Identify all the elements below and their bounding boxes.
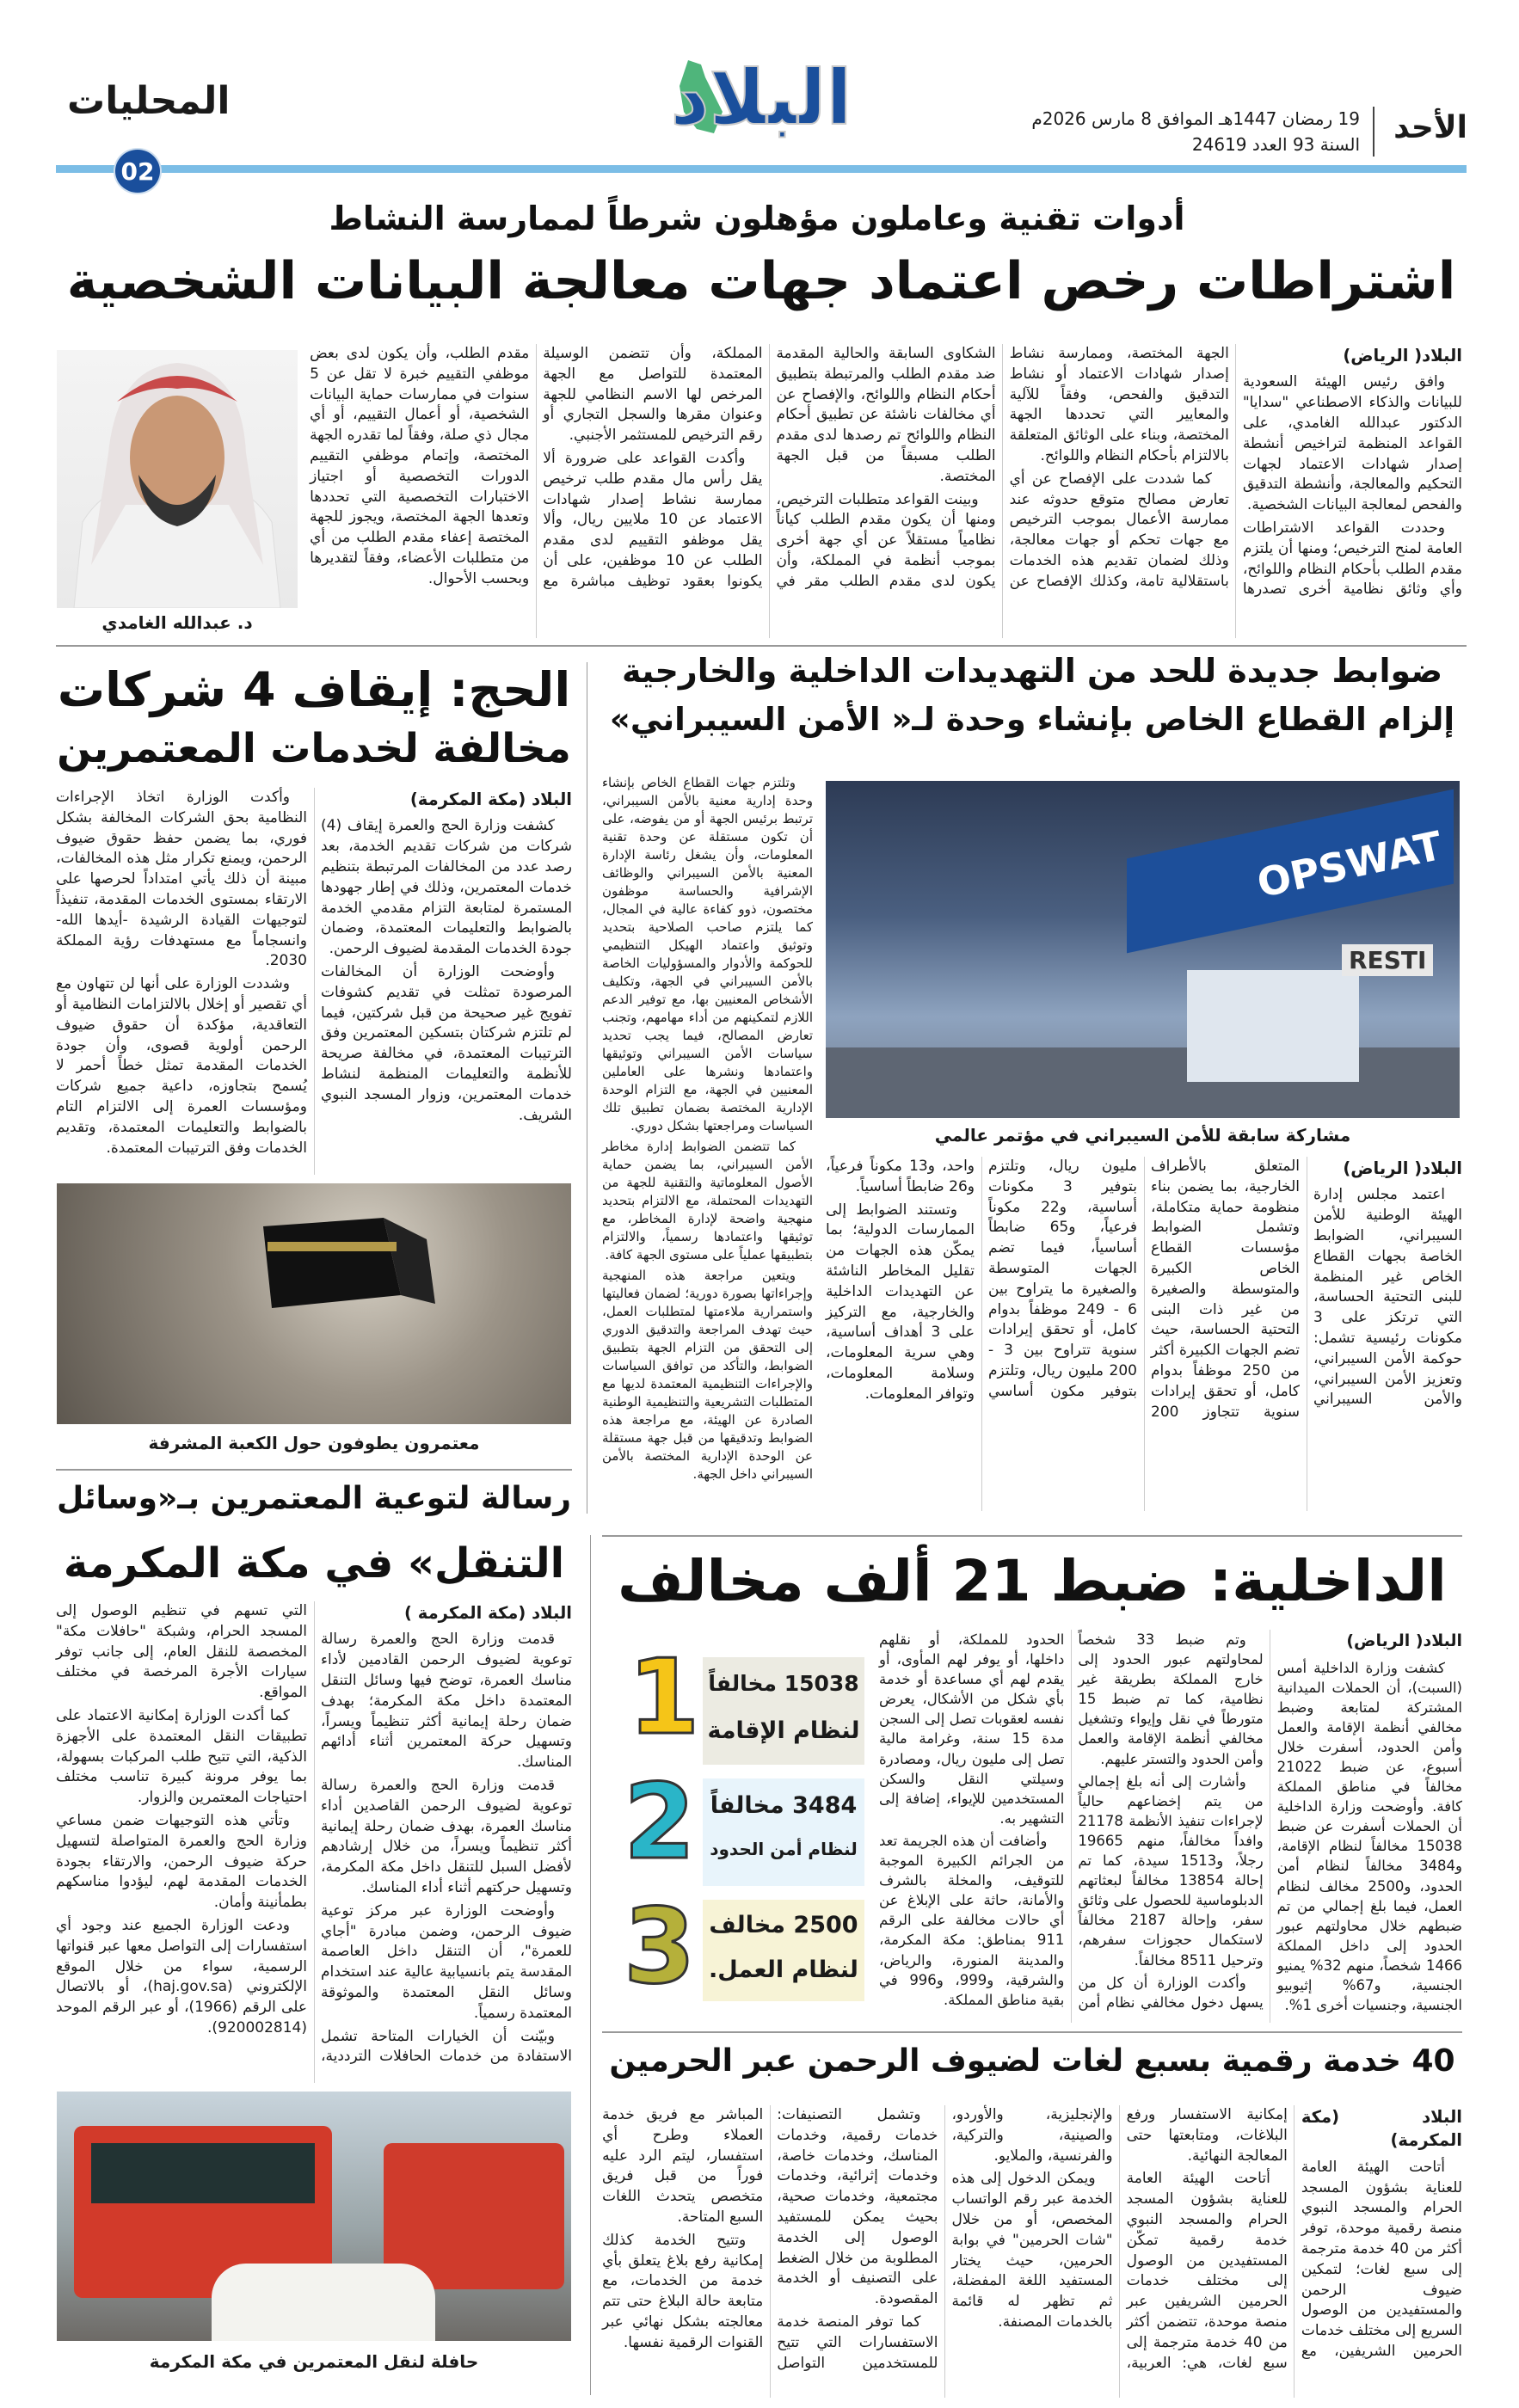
page-number-badge [114, 148, 162, 194]
digital-body [602, 2105, 1462, 2398]
stat-rank: 2 [624, 1763, 696, 1883]
divider [590, 1535, 591, 2395]
paragraph: اعتمد مجلس إدارة الهيئة الوطنية للأمن السيبراني، الضوابط الخاصة بجهات القطاع الخاص غير المنظمة للبنى التحتية الحساسة، التي ترتكز على 3 مكونات رئيسية تشمل: حوكمة الأمن السيبراني، وتعزيز الأمن السيبراني، والأمن السيبراني المتعلق بالأطراف الخارجية، بما يضمن بناء منظومة حماية متكاملة، وتشمل الضوابط مؤسسات القطاع الخاص الكبيرة والمتوسطة والصغيرة من غير ذات البنى التحتية الحساسة، حيث تضم الجهات الكبيرة أكثر من 250 موظفاً بدوام كامل، أو تحقق إيرادات سنوية تتجاوز 200 مليون ريال، وتلتزم بتوفير 3 مكونات أساسية، و22 مكوناً فرعياً، و65 ضابطاً أساسياً، فيما تضم الجهات المتوسطة والصغيرة ما يتراوح بين 6 - 249 موظفاً بدوام كامل، أو تحقق إيرادات سنوية تتراوح بين 3 - 200 مليون ريال، وتلتزم بتوفير مكون أساسي واحد، و13 مكوناً فرعياً، و26 ضابطاً أساسياً. [826, 1158, 1462, 1421]
paragraph: وشددت الوزارة على أنها لن تتهاون مع أي تقصير أو إخلال بالالتزامات النظامية أو التعاقدية، مؤكدة أن حقوق ضيوف الرحمن أولوية قصوى، وأن جودة الخدمات المقدمة تمثل خطاً أحمر لا يُسمح بتجاوزه، داعية جميع شركات ومؤسسات العمرة إلى الالتزام التام بالضوابط والتعليمات المعتمدة، وتقديم الخدمات وفق الترتيبات المعتمدة. [56, 975, 307, 1157]
transport-body [56, 1601, 572, 2083]
cyber-headline: إلزام القطاع الخاص بإنشاء وحدة لـ« الأمن السيبراني» [609, 701, 1455, 738]
newspaper-logo [654, 53, 869, 163]
stat-value: 3484 مخالفاً [710, 1792, 858, 1819]
conference-caption: مشاركة سابقة للأمن السيبراني في مؤتمر عالمي [934, 1125, 1351, 1146]
interior-dateline: البلاد( الرياض) [1346, 1631, 1462, 1650]
digital-dateline: البلاد (مكة المكرمة) [1301, 2107, 1462, 2151]
paragraph: كشفت وزارة الحج والعمرة إيقاف (4) شركات من شركات تقديم الخدمة، بعد رصد عدد من المخالفات المرتبطة بتنظيم خدمات المعتمرين، وذلك في إطار جهودها المستمرة لمتابعة التزام مقدمي الخدمة بالضوابط والتعليمات المعتمدة، وضمان جودة الخدمات المقدمة لضيوف الرحمن. [321, 817, 572, 958]
booth-stand [1187, 970, 1359, 1082]
paragraph: وتشمل التصنيفات: خدمات رقمية، وخدمات المناسك، وخدمات خاصة، وخدمات إثرائية، وخدمات مجتمعية، وخدمات صحية، بحيث يمكن للمستفيد الوصول إلى الخدمة المطلوبة من خلال الضغط على التصنيف أو الخدمة المقصودة. [777, 2106, 938, 2308]
transport-headline-line1: رسالة لتوعية المعتمرين بـ«وسائل [57, 1481, 571, 1516]
paragraph: كما توفر المنصة خدمة الاستفسارات التي تتيح للمستخدمين التواصل المباشر مع فريق خدمة العملاء وطرح أي استفسار، ليتم الرد عليه فوراً من قبل فريق متخصص يتحدث اللغات السبع المتاحة. [602, 2106, 938, 2372]
stat-rank: 3 [624, 1888, 696, 2007]
digital-headline: 40 خدمة رقمية بسبع لغات لضيوف الرحمن عبر الحرمين [609, 2043, 1455, 2079]
paragraph: قدمت وزارة الحج والعمرة رسالة توعوية لضيوف الرحمن القاصدين أداء مناسك العمرة، بهدف ضمان رحلة إيمانية أكثر تنظيماً ويسراً، من خلال إرشادهم لأفضل السبل للتنقل داخل مكة المكرمة، وتسهيل حركتهم أثناء أداء المناسك. [321, 1776, 572, 1896]
paragraph: وتتيح الخدمة كذلك إمكانية رفع بلاغ يتعلق بأي خدمة من الخدمات، مع متابعة حالة البلاغ حتى تتم معالجته بشكل نهائي عبر القنوات الرقمية نفسها. [602, 2231, 764, 2351]
page-number: 02 [120, 157, 155, 186]
date-line: 19 رمضان 1447هـ الموافق 8 مارس 2026م [1031, 108, 1360, 129]
divider [56, 1469, 572, 1471]
paragraph: وأضافت أن هذه الجريمة تعد من الجرائم الكبيرة الموجبة للتوقيف، والمخلة بالشرف والأمانة، حاثة على الإبلاغ عن أي حالات مخالفة على الرقم 911 بمناطق: مكة المكرمة، والمدينة المنورة، والرياض، والشرقية، و999، و996 في بقية مناطق المملكة. [879, 1832, 1065, 2008]
paragraph: وتستند الضوابط إلى الممارسات الدولية؛ بما يمكّن هذه الجهات من تقليل المخاطر الناشئة عن التهديدات الداخلية والخارجية، مع التركيز على 3 أهداف أساسية، وهي سرية المعلومات، وسلامة المعلومات، وتوافر المعلومات. [826, 1201, 975, 1403]
paragraph: وأشارت إلى أنه بلغ إجمالي من يتم إخضاعهم حالياً لإجراءات تنفيذ الأنظمة 21178 وافداً مخالفاً، منهم 19665 رجلاً، و1513 سيدة، كما تم إحالة 13854 مخالفاً لبعثاتهم الدبلوماسية للحصول على وثائق سفر، وإحالة 2187 مخالفاً لاستكمال حجوزات سفرهم، وترحيل 8511 مخالفاً. [1078, 1772, 1264, 1969]
stat-label: لنظام العمل. [709, 1956, 858, 1983]
article-body [310, 344, 1462, 638]
interior-headline: الداخلية: ضبط 21 ألف مخالف [618, 1548, 1447, 1614]
paragraph: وبينت القواعد متطلبات الترخيص، ومنها أن يكون مقدم الطلب كياناً نظامياً مستقلاً عن أي جهة أخرى بموجب أنظمة في المملكة، وأن يكون لدى مقدم الطلب مقر في المملكة، وأن تتضمن الوسيلة المعتمدة للتواصل مع الجهة المرخص لها الاسم النظامي للجهة وعنوان مقرها والسجل التجاري أو رقم الترخيص للمستثمر الأجنبي. [543, 345, 996, 590]
booth-sign-rest: RESTI [1342, 944, 1433, 976]
paragraph: وأكدت القواعد على ضرورة ألا يقل رأس مال مقدم طلب ترخيص ممارسة نشاط إصدار شهادات الاعتماد عن 10 ملايين ريال، وألا يقل موظفو التقييم لدى مقدم الطلب عن 10 موظفين، على أن يكونوا بعقود توظيف مباشرة مع مقدم الطلب، وأن يكون لدى بعض موظفي التقييم خبرة لا تقل عن 5 سنوات في ممارسات حماية البيانات الشخصية، أو أعمال التقييم، أو أي مجال ذي صلة، وفقاً لما تقدره الجهة المختصة، وإتمام موظفي التقييم الدورات التخصصية أو اجتياز الاختبارات التخصصية التي تحددها وتعدها الجهة المختصة، ويجوز للجهة المختصة إعفاء مقدم الطلب من أي من متطلبات الأعضاء، وفقاً لتقديرها وبحسب الأحوال. [310, 345, 763, 590]
divider [56, 645, 1467, 647]
paragraph: وتم ضبط 33 شخصاً لمحاولتهم عبور الحدود إلى خارج المملكة بطريقة غير نظامية، كما تم ضبط 15 متورطاً في نقل وإيواء وتشغيل مخالفي أنظمة الإقامة والعمل وأمن الحدود والتستر عليهم. [1078, 1631, 1264, 1767]
bus-caption: حافلة لنقل المعتمرين في مكة المكرمة [149, 2351, 479, 2372]
masthead [0, 0, 1519, 185]
cyber-body [826, 1157, 1462, 1511]
section-title: المحليات [67, 79, 231, 123]
cyber-dateline: البلاد( الرياض) [1343, 1158, 1462, 1178]
transport-headline-line2: التنقل» في مكة المكرمة [63, 1539, 565, 1588]
bus-window [91, 2143, 315, 2203]
paragraph: وأوضحت الوزارة عبر مركز توعية ضيوف الرحمن، وضمن مبادرة "أجاي للعمرة"، أن التنقل داخل العاصمة المقدسة يتم بانسيابية عالية عند استخدام وسائل النقل المعتمدة والموثوقة المعتمدة رسمياً. [321, 1901, 572, 2022]
portrait-photo [57, 350, 298, 608]
day-label: الأحد [1393, 110, 1467, 145]
paragraph: كما شددت على الإفصاح عن أي تعارض مصالح متوقع حدوثه عند ممارسة الأعمال بموجب الترخيص مع جهات تحكم أو جهات معالجة، وذلك لضمان تقديم هذه الخدمات باستقلالية تامة، وكذلك الإفصاح عن الشكاوى السابقة والحالية المقدمة ضد مقدم الطلب والمرتبطة بتطبيق أحكام النظام واللوائح، والإفصاح عن أي مخالفات ناشئة عن تطبيق أحكام النظام واللوائح تم رصدها لدى مقدم الطلب مسبقاً من قبل الجهة المختصة. [776, 345, 1229, 590]
paragraph: ويتعين مراجعة هذه المنهجية وإجراءاتها بصورة دورية؛ لضمان فعاليتها واستمرارية ملاءمتها لمتطلبات العمل، حيث تهدف المراجعة والتدقيق الدوري إلى التحقق من التزام الجهة بتطبيق الضوابط، والتأكد من توافق السياسات والإجراءات التنظيمية المعتمدة لديها مع المتطلبات التشريعية والتنظيمية الوطنية الصادرة عن الهيئة، مع مراجعة هذه الضوابط وتدقيقها من قبل جهة مستقلة عن الوحدة الإدارية المختصة بالأمن السيبراني داخل الجهة. [602, 1268, 813, 1482]
hajj-headline-line2: مخالفة لخدمات المعتمرين [57, 725, 571, 772]
bus-photo [57, 2092, 571, 2341]
stat-value: 2500 مخالف [709, 1912, 858, 1938]
pilgrims [212, 2264, 435, 2341]
divider [602, 2031, 1462, 2033]
article-kicker: أدوات تقنية وعاملون مؤهلون شرطاً لممارسة النشاط [329, 200, 1185, 237]
issue-line: السنة 93 العدد 24619 [1191, 134, 1360, 155]
stat-label: لنظام أمن الحدود [710, 1839, 858, 1859]
portrait-caption: د. عبدالله الغامدي [101, 612, 253, 633]
paragraph: وتلتزم جهات القطاع الخاص بإنشاء وحدة إدارية معنية بالأمن السيبراني، ترتبط برئيس الجهة أو من يفوضه، على أن تكون مستقلة عن وحدة تقنية المعلومات، وأن يشغل رئاسة الإدارة المعنية بالأمن السيبراني والوظائف الإشرافية والحساسة موظفون مختصون، ذوو كفاءة عالية في المجال، كما يلتزم صاحب الصلاحية بتحديد وتوثيق واعتماد الهيكل التنظيمي للحوكمة والأدوار والمسؤوليات الخاصة بالأمن السيبراني في الجهة، وتكليف الأشخاص المعنيين بها، مع توفير الدعم اللازم لتمكينهم من أداء مهامهم، وتجنب تعارض المصالح، فيما يجب تحديد سياسات الأمن السيبراني وتوثيقها واعتمادها ونشرها على العاملين المعنيين في الجهة، مع التزام الوحدة الإدارية المختصة بضمان تطبيق تلك السياسات ومراجعتها بشكل دوري. [602, 775, 813, 1133]
masthead-divider [1373, 107, 1374, 157]
header-rule [56, 165, 1467, 173]
hajj-body [56, 788, 572, 1175]
hajj-headline-line1: الحج: إيقاف 4 شركات [57, 662, 571, 717]
cyber-kicker: ضوابط جديدة للحد من التهديدات الداخلية والخارجية [621, 652, 1443, 690]
stat-box [703, 1657, 864, 1765]
divider [602, 1535, 1462, 1537]
paragraph: كما أكدت الوزارة إمكانية الاعتماد على تطبيقات النقل المعتمدة على الأجهزة الذكية، التي تتيح طلب المركبات بسهولة، بما يوفر مرونة كبيرة تناسب مختلف احتياجات المعتمرين والزوار. [56, 1706, 307, 1807]
cyber-body-continued [602, 774, 813, 1511]
booth-sign-opswat: OPSWAT [1252, 821, 1447, 907]
stat-rank: 1 [628, 1638, 700, 1758]
logo-text: البلاد [670, 53, 852, 142]
stat-box [703, 1900, 864, 2001]
article-headline: اشتراطات رخص اعتماد جهات معالجة البيانات الشخصية [66, 251, 1456, 311]
paragraph: كما تتضمن الضوابط إدارة مخاطر الأمن السيبراني، بما يضمن حماية الأصول المعلوماتية والتقنية للجهة من التهديدات المحتملة، مع الالتزام بتحديد منهجية واضحة لإدارة المخاطر، مع توثيقها واعتمادها رسمياً، والالتزام بتطبيقها عملياً على مستوى الجهة كافة. [602, 1139, 813, 1262]
paragraph: وتأتي هذه التوجيهات ضمن مساعي وزارة الحج والعمرة المتواصلة لتسهيل حركة ضيوف الرحمن، والارتقاء بجودة الخدمات المقدمة لهم، ليؤدوا مناسكهم بطمأنينة وأمان. [56, 1811, 307, 1912]
stat-box [703, 1778, 864, 1886]
stat-value: 15038 مخالفاً [708, 1671, 859, 1696]
paragraph: وأوضحت الوزارة أن المخالفات المرصودة تمثلت في تقديم كشوفات تفويج غير صحيحة من قبل شركتين، فيما لم تلتزم شركتان بتسكين المعتمرين وفق الترتيبات المعتمدة، في مخالفة صريحة للأنظمة والتعليمات المنظمة لنشاط خدمات المعتمرين، وزوار المسجد النبوي الشريف. [321, 962, 572, 1124]
paragraph: وبيّنت أن الخيارات المتاحة تشمل الاستفادة من خدمات الحافلات الترددية، التي تسهم في تنظيم الوصول إلى المسجد الحرام، وشبكة "حافلات مكة" المخصصة للنقل العام، إلى جانب توفر سيارات الأجرة المرخصة في مختلف المواقع. [56, 1602, 572, 2066]
paragraph: ويمكن الدخول إلى هذه الخدمة عبر رقم الواتساب المخصص، أو من خلال "شات الحرمين" في بوابة الحرمين، حيث يختار المستفيد اللغة المفضلة، ثم تظهر له قائمة بالخدمات المصنفة. [951, 2170, 1113, 2331]
stat-item [624, 1638, 866, 1763]
interior-body [879, 1630, 1462, 2023]
stat-item [624, 1763, 866, 1888]
paragraph: وأكدت الوزارة اتخاذ الإجراءات النظامية بحق الشركات المخالفة بشكل فوري، بما يضمن حفظ حقوق ضيوف الرحمن، ويمنع تكرار مثل هذه المخالفات، مبينة أن ذلك يأتي امتداداً لحرصها على الارتقاء بمستوى الخدمات المقدمة، تنفيذاً لتوجيهات القيادة الرشيدة -أيدها الله- وانسجاماً مع مستهدفات رؤية المملكة 2030. [56, 789, 307, 970]
paragraph: قدمت وزارة الحج والعمرة رسالة توعوية لضيوف الرحمن القادمين لأداء مناسك العمرة، توضح فيها وسائل التنقل المعتمدة داخل مكة المكرمة؛ بهدف ضمان رحلة إيمانية أكثر تنظيماً ويسراً، وتسهيل حركة المعتمرين أثناء أدائهم المناسك. [321, 1631, 572, 1772]
kaaba-caption: معتمرون يطوفون حول الكعبة المشرفة [148, 1433, 480, 1453]
paragraph: وأكدت الوزارة أن كل من يسهل دخول مخالفي نظام أمن الحدود للمملكة، أو نقلهم داخلها، أو يوفر لهم المأوى، أو يقدم لهم أي مساعدة أو خدمة بأي شكل من الأشكال، يعرض نفسه لعقوبات تصل إلى السجن مدة 15 سنة، وغرامة مالية تصل إلى مليون ريال، ومصادرة وسيلتي النقل والسكن المستخدمين للإيواء، إضافة إلى التشهير به. [879, 1631, 1264, 2011]
article-dateline: البلاد( الرياض) [1343, 346, 1462, 366]
kaaba-photo [57, 1183, 571, 1424]
hajj-dateline: البلاد (مكة المكرمة) [409, 789, 572, 809]
stat-label: لنظام الإقامة [707, 1717, 860, 1744]
paragraph: أتاحت الهيئة العامة للعناية بشؤون المسجد الحرام والمسجد النبوي خدمة رقمية تمكّن المستفيدين من الوصول إلى مختلف خدمات الحرمين الشريفين عبر منصة موحدة، تتضمن أكثر من 40 خدمة مترجمة إلى سبع لغات، هي: العربية، والإنجليزية، والأوردو، والصينية، والتركية، والفرنسية، والملايو. [951, 2106, 1288, 2372]
paragraph: وحددت القواعد الاشتراطات العامة لمنح الترخيص؛ ومنها أن يلتزم مقدم الطلب بأحكام النظام واللوائح، وأي وثائق نظامية أخرى تصدرها الجهة المختصة، وممارسة نشاط إصدار شهادات الاعتماد أو نشاط التدقيق والفحص، وفقاً للآلية والمعايير التي تحددها الجهة المختصة، وبناء على الوثائق المتعلقة بالالتزام بأحكام النظام واللوائح. [1009, 345, 1462, 599]
conference-photo [826, 781, 1460, 1118]
transport-dateline: البلاد (مكة المكرمة ) [404, 1603, 572, 1623]
paragraph: كشفت وزارة الداخلية أمس (السبت)، أن الحملات الميدانية المشتركة لمتابعة وضبط مخالفي أنظمة الإقامة والعمل وأمن الحدود، أسفرت خلال أسبوع، عن ضبط 21022 مخالفاً في مناطق المملكة كافة. وأوضحت وزارة الداخلية أن الحملات أسفرت عن ضبط 15038 مخالفاً لنظام الإقامة، و3484 مخالفاً لنظام أمن الحدود، و2500 مخالف لنظام العمل، فيما بلغ إجمالي من تم ضبطهم خلال محاولتهم عبور الحدود إلى داخل المملكة 1466 شخصاً، منهم 32% يمنيو الجنسية، و67% إثيوبيو الجنسية، وجنسيات أخرى 1%. [1276, 1659, 1463, 2014]
booth-floor [826, 1047, 1460, 1118]
stat-item [624, 1888, 866, 2007]
paragraph: ودعت الوزارة الجميع عند وجود أي استفسارات إلى التواصل معها عبر قنواتها الرسمية، سواء من خلال الموقع الإلكتروني (haj.gov.sa)، أو بالاتصال على الرقم (1966)، أو عبر الرقم الموحد (920002814). [56, 1916, 307, 2036]
paragraph: أتاحت الهيئة العامة للعناية بشؤون المسجد الحرام والمسجد النبوي منصة رقمية موحدة، توفر أكثر من 40 خدمة مترجمة إلى سبع لغات؛ لتمكين ضيوف الرحمن والمستفيدين من الوصول السريع إلى مختلف خدمات الحرمين الشريفين، مع إمكانية الاستفسار ورفع البلاغات، ومتابعتها حتى المعالجة النهائية. [1126, 2106, 1463, 2360]
stats-panel [624, 1638, 866, 2007]
paragraph: وافق رئيس الهيئة السعودية للبيانات والذكاء الاصطناعي "سدايا" الدكتور عبدالله الغامدي، على القواعد المنظمة لتراخيص أنشطة إصدار شهادات الاعتماد لجهات التحكيم والمعالجة، وأنشطة التدقيق والفحص لمعالجة البيانات الشخصية. [1242, 373, 1462, 514]
